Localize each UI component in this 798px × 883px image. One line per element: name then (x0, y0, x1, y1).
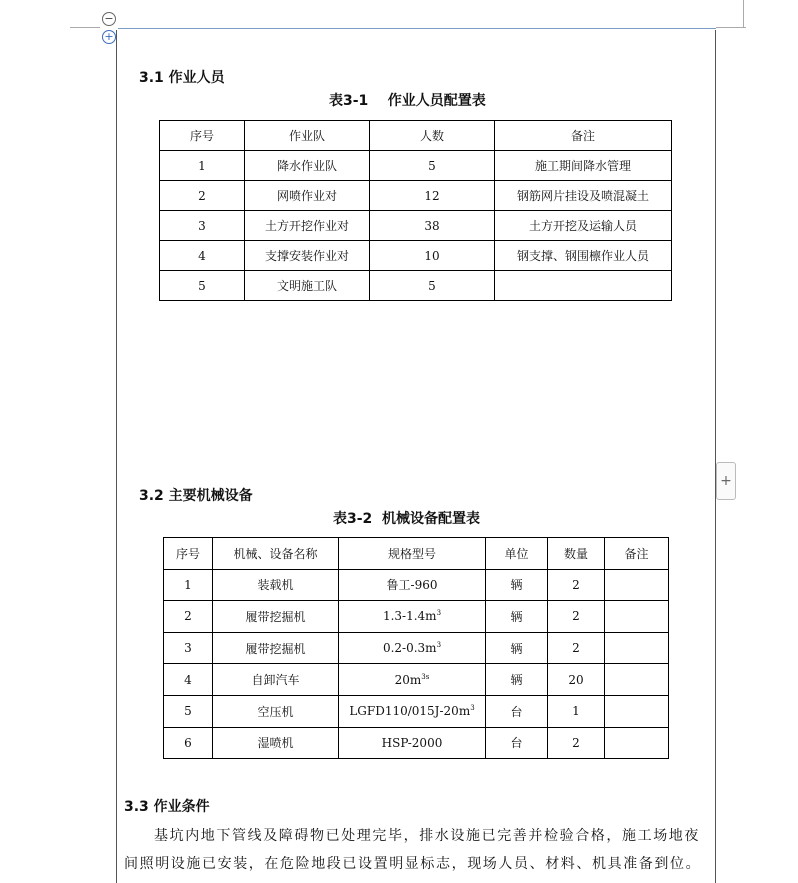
table-row (160, 241, 672, 271)
spec-text: 0.2-0.3m (382, 641, 437, 656)
cell: 履带挖掘机 (213, 632, 339, 664)
cell: 20 (548, 664, 605, 696)
spec-text: 20m (394, 672, 422, 687)
cell: 台 (486, 727, 548, 759)
crop-mark (743, 0, 744, 28)
column-header: 人数 (370, 121, 495, 151)
body-paragraph: 基坑内地下管线及障碍物已处理完毕，排水设施已完善并检验合格，施工场地夜间照明设施已安装，在危险地段已设置明显标志，现场人员、材料、机具准备到位。 (124, 828, 702, 872)
table-row (164, 727, 669, 759)
collapse-icon[interactable]: − (102, 12, 116, 26)
expand-icon[interactable]: + (102, 30, 116, 44)
spec-cell (339, 632, 486, 664)
equipment-table (163, 537, 669, 759)
cell: 3 (160, 211, 245, 241)
cell: 辆 (486, 569, 548, 601)
spec-cell (339, 601, 486, 633)
cell: 10 (370, 241, 495, 271)
table-header-row (160, 121, 672, 151)
cell: 施工期间降水管理 (495, 151, 672, 181)
cell: 土方开挖及运输人员 (495, 211, 672, 241)
spec-cell (339, 569, 486, 601)
spec-text: LGFD110/015J-20m (349, 704, 471, 719)
cell: 12 (370, 181, 495, 211)
spec-superscript: 3 (436, 641, 442, 650)
cell (605, 727, 669, 759)
page-top-border (118, 28, 716, 29)
spec-superscript: 3 (470, 704, 475, 713)
personnel-table (159, 120, 672, 301)
cell: 支撑安装作业对 (245, 241, 370, 271)
cell: 文明施工队 (245, 271, 370, 301)
column-header: 数量 (548, 538, 605, 570)
cell: 自卸汽车 (213, 664, 339, 696)
cell: 湿喷机 (213, 727, 339, 759)
cell: 6 (164, 727, 213, 759)
column-header: 机械、设备名称 (213, 538, 339, 570)
spec-cell (339, 664, 486, 696)
cell: 土方开挖作业对 (245, 211, 370, 241)
crop-mark (716, 27, 746, 28)
section-heading: 3.3 作业条件 (124, 799, 210, 815)
cell: 3 (164, 632, 213, 664)
cell: 辆 (486, 632, 548, 664)
cell: 5 (160, 271, 245, 301)
cell: 1 (164, 569, 213, 601)
cell: 1 (160, 151, 245, 181)
cell: 2 (548, 727, 605, 759)
spec-cell (339, 727, 486, 759)
cell: 空压机 (213, 695, 339, 727)
cell: 5 (164, 695, 213, 727)
cell: 辆 (486, 601, 548, 633)
cell: 5 (370, 271, 495, 301)
cell: 网喷作业对 (245, 181, 370, 211)
column-header: 备注 (605, 538, 669, 570)
table-row (160, 211, 672, 241)
table-caption: 表3-2 机械设备配置表 (333, 511, 481, 527)
table-row (164, 601, 669, 633)
side-panel-toggle-icon[interactable]: + (716, 462, 736, 500)
column-header: 备注 (495, 121, 672, 151)
table-caption: 表3-1 作业人员配置表 (329, 93, 486, 109)
cell: 2 (164, 601, 213, 633)
column-header: 序号 (164, 538, 213, 570)
table-row (164, 632, 669, 664)
table-row (164, 695, 669, 727)
table-row (160, 181, 672, 211)
column-header: 作业队 (245, 121, 370, 151)
section-heading: 3.2 主要机械设备 (139, 488, 253, 504)
column-header: 序号 (160, 121, 245, 151)
table-row (160, 151, 672, 181)
cell: 装载机 (213, 569, 339, 601)
spec-text: 1.3-1.4m (382, 609, 437, 624)
table-row (164, 569, 669, 601)
page-left-border (116, 30, 117, 883)
crop-mark (70, 27, 100, 28)
spec-cell (339, 695, 486, 727)
spec-superscript: 3 (436, 609, 442, 618)
cell (605, 601, 669, 633)
cell: 2 (548, 601, 605, 633)
cell: 5 (370, 151, 495, 181)
table-row (160, 271, 672, 301)
page-right-border (715, 30, 716, 883)
cell (605, 632, 669, 664)
column-header: 单位 (486, 538, 548, 570)
table-row (164, 664, 669, 696)
cell (605, 695, 669, 727)
cell: 1 (548, 695, 605, 727)
spec-text: 鲁工-960 (386, 578, 438, 593)
cell: 2 (160, 181, 245, 211)
cell (605, 569, 669, 601)
section-heading: 3.1 作业人员 (139, 70, 225, 86)
cell: 4 (164, 664, 213, 696)
cell: 辆 (486, 664, 548, 696)
cell (495, 271, 672, 301)
cell (605, 664, 669, 696)
cell: 台 (486, 695, 548, 727)
cell: 2 (548, 569, 605, 601)
column-header: 规格型号 (339, 538, 486, 570)
cell: 履带挖掘机 (213, 601, 339, 633)
cell: 2 (548, 632, 605, 664)
cell: 降水作业队 (245, 151, 370, 181)
cell: 38 (370, 211, 495, 241)
spec-text: HSP-2000 (381, 735, 443, 750)
spec-superscript: 3s (421, 672, 430, 681)
cell: 钢支撑、钢围檩作业人员 (495, 241, 672, 271)
cell: 4 (160, 241, 245, 271)
cell: 钢筋网片挂设及喷混凝土 (495, 181, 672, 211)
table-header-row (164, 538, 669, 570)
